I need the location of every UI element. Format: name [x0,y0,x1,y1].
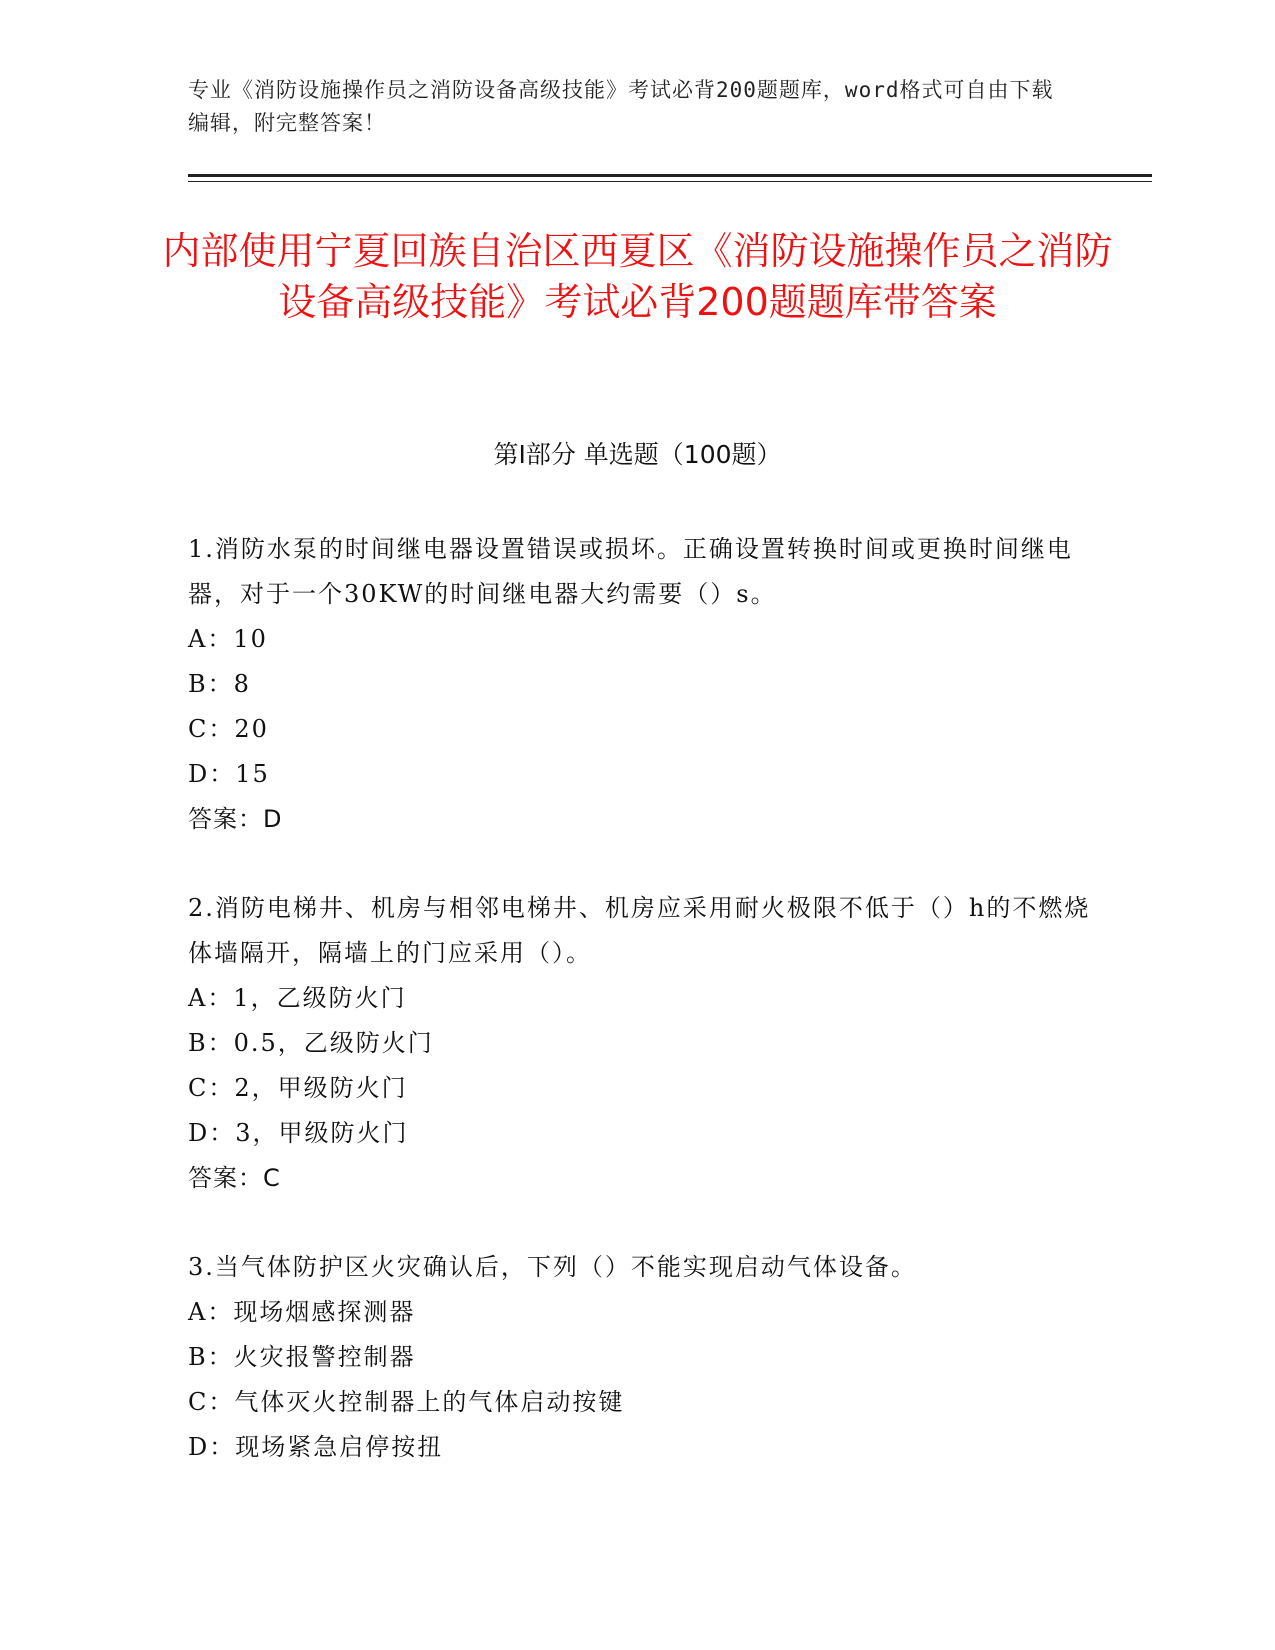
question-list [188,527,1093,1514]
option-c: C：20 [188,715,269,743]
question-stem: 2.消防电梯井、机房与相邻电梯井、机房应采用耐火极限不低于（）h的不燃烧体墙隔开，隔墙上的门应采用（）。 [188,894,1091,967]
header-divider-thick [188,174,1152,177]
question-stem: 1.消防水泵的时间继电器设置错误或损坏。正确设置转换时间或更换时间继电器，对于一个30KW的时间继电器大约需要（）s。 [188,535,1073,608]
question-stem: 3.当气体防护区火灾确认后，下列（）不能实现启动气体设备。 [188,1253,917,1281]
answer: 答案：C [188,1164,281,1192]
question-2 [188,886,1093,1201]
option-c: C：2，甲级防火门 [188,1074,408,1102]
option-b: B：0.5，乙级防火门 [188,1029,434,1057]
option-d: D：15 [188,760,270,788]
answer: 答案：D [188,805,283,833]
question-3 [188,1245,1093,1470]
question-1 [188,527,1093,842]
option-d: D：3，甲级防火门 [188,1119,409,1147]
option-b: B：8 [188,670,251,698]
option-c: C：气体灭火控制器上的气体启动按键 [188,1388,625,1416]
option-a: A：现场烟感探测器 [188,1298,416,1326]
option-b: B：火灾报警控制器 [188,1343,416,1371]
header-divider-thin [188,181,1152,182]
option-a: A：1，乙级防火门 [188,984,407,1012]
option-a: A：10 [188,625,268,653]
document-title: 内部使用宁夏回族自治区西夏区《消防设施操作员之消防设备高级技能》考试必背200题题库带答案 [162,229,1113,324]
section-title: 第Ⅰ部分 单选题（100题） [493,440,782,469]
option-d: D：现场紧急启停按扭 [188,1433,444,1461]
header-note: 专业《消防设施操作员之消防设备高级技能》考试必背200题题库，word格式可自由下载编辑，附完整答案！ [188,78,1054,135]
